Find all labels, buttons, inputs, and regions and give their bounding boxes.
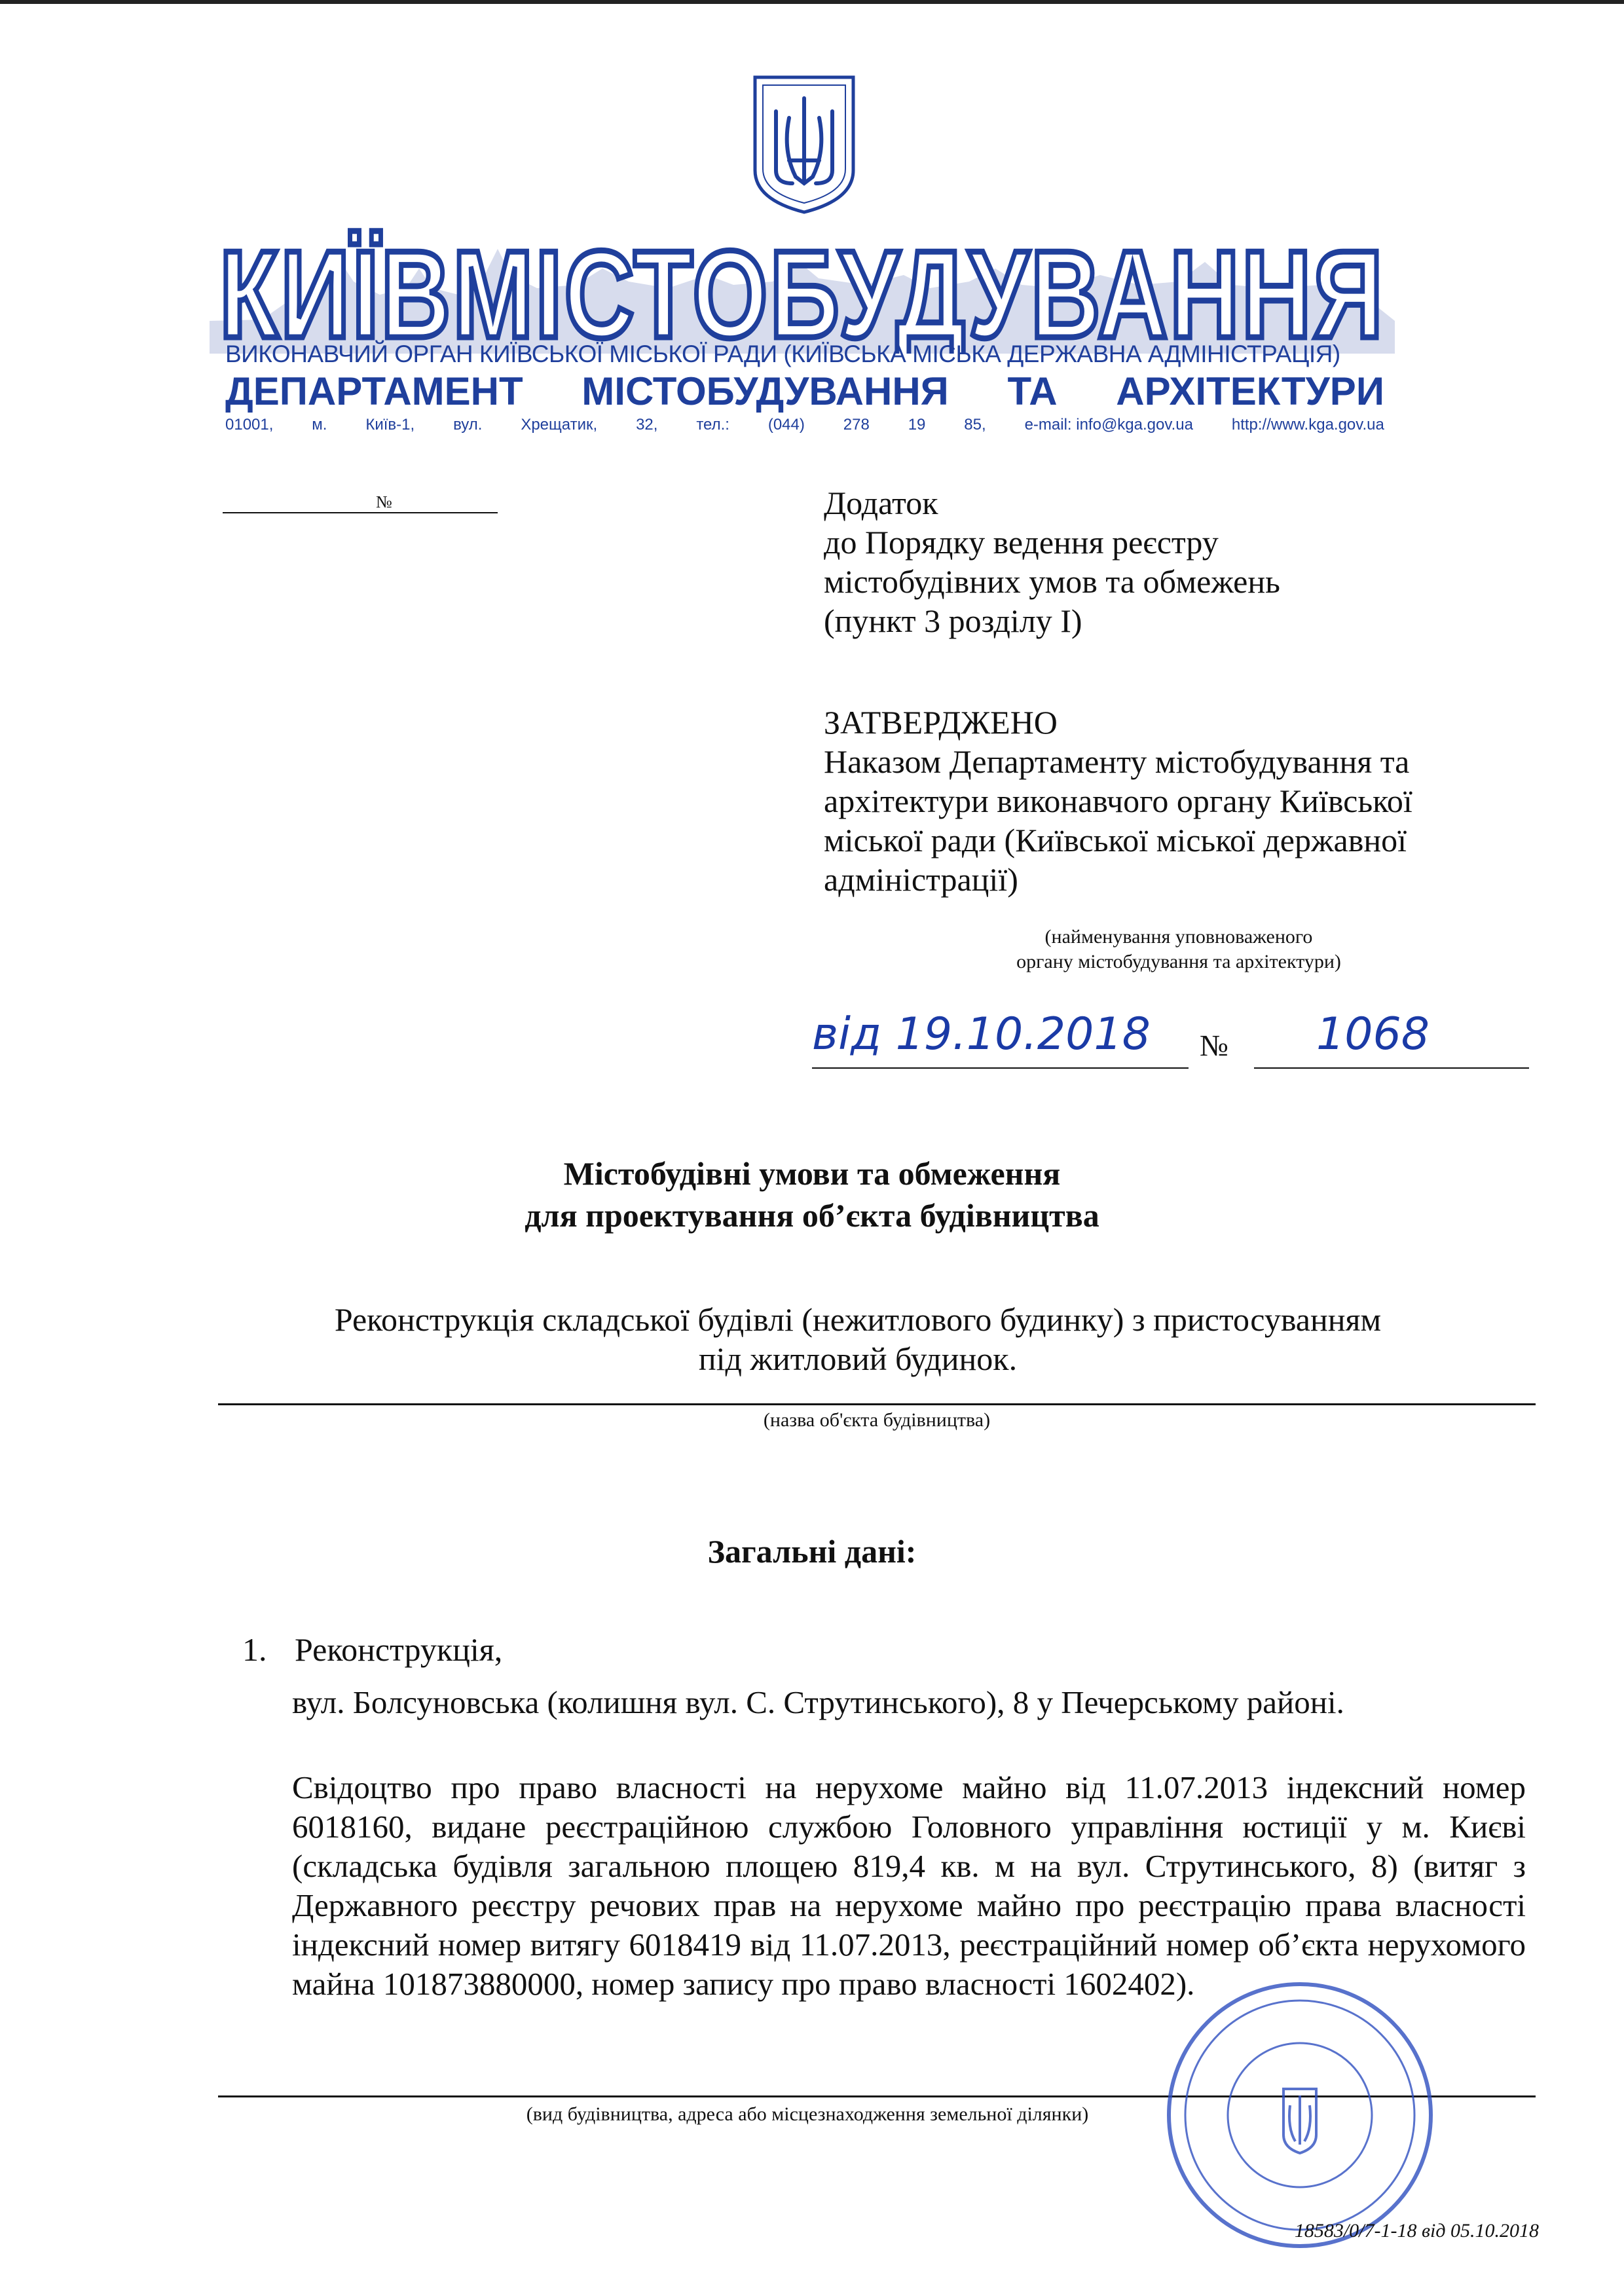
approval-date-field (812, 1008, 1192, 1074)
object-caption: (назва об'єкта будівництва) (763, 1409, 991, 1431)
org-line-department (225, 369, 1384, 414)
order-line: Наказом Департаменту містобудування та (824, 743, 1410, 780)
object-underline (218, 1403, 1536, 1405)
contact-part: Київ-1, (365, 416, 415, 434)
object-name-line: під житловий будинок. (698, 1340, 1018, 1377)
round-official-seal-icon (1159, 1978, 1441, 2253)
contact-part: 01001, (225, 416, 274, 434)
number-sign: № (373, 492, 395, 512)
email-text: e-mail: info@kga.gov.ua (1024, 416, 1193, 434)
logo-word-text: КИЇВМІСТОБУДУВАННЯ (219, 225, 1385, 354)
document-title (196, 1153, 1428, 1236)
org-word: МІСТОБУДУВАННЯ (581, 369, 949, 413)
contact-line (225, 416, 1384, 434)
registration-number-blank (223, 492, 498, 519)
contact-part: 85, (964, 416, 986, 434)
contact-part: (044) (767, 416, 805, 434)
title-line: для проектування об’єкта будівництва (525, 1197, 1099, 1234)
certificate-paragraph: Свідоцтво про право власності на нерухоме майно від 11.07.2013 індексний номер 6018160, видане реєстраційною службою Головного управління юстиції у м. Києві (складська будівля загальною площею 819,4 кв. м на вул. Струтинського, 8) (витяг з Державного реєстру речових прав на нерухоме майно про реєстрацію права власності індексний номер витягу 6018419 від 11.07.2013, реєстраційний номер об’єкта нерухомого майна 101873880000, номер запису про право власності 1602402). (292, 1769, 1526, 2002)
blank-line (223, 512, 498, 513)
appendix-block (824, 483, 1280, 640)
approved-block (824, 703, 1412, 899)
top-border (0, 0, 1624, 4)
address-paragraph: вул. Болсуновська (колишня вул. С. Струтинського), 8 у Печерському районі. (292, 1684, 1344, 1720)
document-code: 18583/0/7-1-18 від 05.10.2018 (1294, 2220, 1539, 2242)
website-text: http://www.kga.gov.ua (1231, 416, 1384, 434)
contact-part: 32, (636, 416, 658, 434)
authority-note-line: органу містобудування та архітектури) (1016, 951, 1341, 972)
contact-part: м. (312, 416, 327, 434)
title-line: Містобудівні умови та обмеження (563, 1155, 1061, 1192)
approval-number-sign: № (1200, 1029, 1228, 1062)
appendix-line: до Порядку ведення реєстру (824, 524, 1219, 561)
appendix-line: Додаток (824, 485, 938, 521)
site-caption: (вид будівництва, адреса або місцезнаходження земельної ділянки) (526, 2103, 1089, 2125)
order-line: адміністрації) (824, 861, 1018, 898)
list-item-title: Реконструкція, (295, 1631, 503, 1668)
approval-number-field (1254, 1008, 1529, 1074)
order-line: міської ради (Київської міської державної (824, 822, 1407, 858)
number-underline (1254, 1067, 1529, 1069)
authority-note (930, 925, 1428, 974)
org-line-executive: ВИКОНАВЧИЙ ОРГАН КИЇВСЬКОЇ МІСЬКОЇ РАДИ (КИЇВСЬКА МІСЬКА ДЕРЖАВНА АДМІНІСТРАЦІЯ) (225, 341, 1340, 367)
org-word: ТА (1007, 369, 1058, 413)
org-word: АРХІТЕКТУРИ (1116, 369, 1384, 413)
order-line: архітектури виконавчого органу Київської (824, 783, 1412, 819)
contact-part: 19 (908, 416, 926, 434)
appendix-line: містобудівних умов та обмежень (824, 563, 1280, 600)
contact-part: 278 (843, 416, 870, 434)
authority-note-line: (найменування уповноваженого (1044, 926, 1313, 948)
org-word: ДЕПАРТАМЕНТ (225, 369, 523, 413)
object-name (216, 1300, 1500, 1378)
contact-part: тел.: (696, 416, 729, 434)
object-name-line: Реконструкція складської будівлі (нежитлового будинку) з пристосуванням (334, 1301, 1382, 1338)
appendix-line: (пункт 3 розділу I) (824, 602, 1082, 639)
contact-part: вул. (453, 416, 483, 434)
date-underline (812, 1067, 1189, 1069)
handwritten-number: 1068 (1316, 1008, 1430, 1060)
general-heading: Загальні дані: (707, 1533, 917, 1570)
list-item-number: 1. (242, 1631, 267, 1668)
approved-label: ЗАТВЕРДЖЕНО (824, 704, 1058, 741)
logo-skyline-word (210, 223, 1395, 354)
handwritten-date: від 19.10.2018 (812, 1008, 1151, 1060)
contact-part: Хрещатик, (521, 416, 598, 434)
trident-coat-of-arms-icon (750, 72, 858, 216)
